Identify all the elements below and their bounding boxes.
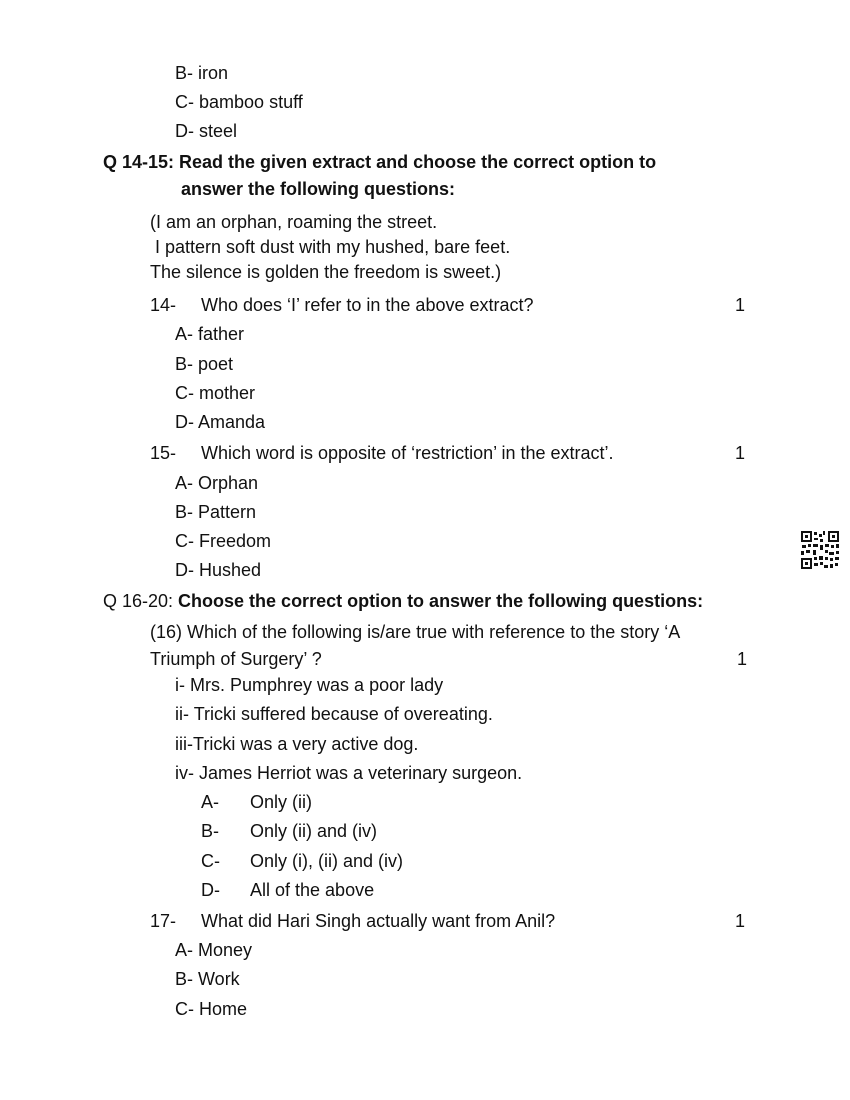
- q16-statement-iii: [175, 733, 418, 755]
- option-text: poet: [198, 354, 234, 374]
- option-text: father: [198, 324, 245, 344]
- q14-text: Who does ‘I’ refer to in the above extract?: [201, 295, 534, 315]
- option-letter: A-: [175, 473, 193, 493]
- section-14-15-heading: Q 14-15: Read the given extract and choose the correct option to: [103, 152, 657, 172]
- section-14-15-heading-cont: answer the following questions:: [181, 179, 456, 199]
- option-letter: B-: [175, 969, 193, 989]
- section-16-20-label: Q 16-20:: [103, 591, 179, 611]
- q16-option-a-letter: A-: [201, 792, 219, 812]
- statement-number: ii-: [175, 704, 189, 724]
- option-text: Freedom: [199, 531, 272, 551]
- option-text: steel: [199, 121, 238, 141]
- q17-option-c: [175, 998, 247, 1020]
- option-text: bamboo stuff: [199, 92, 303, 112]
- option-text: Money: [198, 940, 253, 960]
- option-text: Hushed: [199, 560, 262, 580]
- statement-number: iii-: [175, 734, 193, 754]
- extract-line-1: (I am an orphan, roaming the street.: [150, 212, 438, 232]
- q17-option-b: [175, 968, 240, 990]
- q15-option-a: [175, 472, 258, 494]
- q14-option-d: [175, 411, 265, 433]
- q15-number: 15-: [150, 443, 177, 463]
- option-text: Orphan: [198, 473, 259, 493]
- q16-statement-ii: [175, 703, 493, 725]
- option-letter: C-: [175, 999, 194, 1019]
- option-text: Home: [199, 999, 248, 1019]
- option-text: Pattern: [198, 502, 257, 522]
- q17-number: 17-: [150, 911, 177, 931]
- qr-code-icon: [800, 530, 840, 570]
- q16-option-c-letter: C-: [201, 851, 220, 871]
- q14-option-c: [175, 382, 255, 404]
- q15-option-d: [175, 559, 261, 581]
- option-letter: B-: [175, 502, 193, 522]
- option-text: Amanda: [198, 412, 266, 432]
- q16-option-c-text: Only (i), (ii) and (iv): [250, 851, 404, 871]
- statement-number: i-: [175, 675, 185, 695]
- section-16-20-heading: [103, 590, 703, 612]
- q15-option-c: [175, 530, 271, 552]
- q16-statement-i: [175, 674, 443, 696]
- q16-marks: 1: [737, 649, 748, 669]
- q16-option-d-letter: D-: [201, 880, 220, 900]
- q14-option-a: [175, 323, 244, 345]
- option-text: Work: [198, 969, 240, 989]
- option-letter: C-: [175, 383, 194, 403]
- q17-marks: 1: [735, 911, 746, 931]
- option-letter: A-: [175, 324, 193, 344]
- extract-line-2: I pattern soft dust with my hushed, bare feet.: [150, 237, 511, 257]
- q16-text-line-1: (16) Which of the following is/are true with reference to the story ‘A: [150, 622, 681, 642]
- option-letter: C-: [175, 531, 194, 551]
- q16-option-b-letter: B-: [201, 821, 219, 841]
- statement-number: iv-: [175, 763, 194, 783]
- q14-marks: 1: [735, 295, 746, 315]
- option-letter: D-: [175, 412, 194, 432]
- statement-text: James Herriot was a veterinary surgeon.: [199, 763, 523, 783]
- option-letter: A-: [175, 940, 193, 960]
- q16-text-line-2: Triumph of Surgery’ ?: [150, 649, 322, 669]
- q15-option-b: [175, 501, 256, 523]
- q13-option-b: [175, 62, 228, 84]
- extract-line-3: The silence is golden the freedom is sweet.): [150, 262, 502, 282]
- q16-statement-iv: [175, 762, 522, 784]
- option-letter: C-: [175, 92, 194, 112]
- option-text: mother: [199, 383, 256, 403]
- option-letter: D-: [175, 121, 194, 141]
- statement-text: Tricki was a very active dog.: [193, 734, 419, 754]
- q16-option-b-text: Only (ii) and (iv): [250, 821, 378, 841]
- q13-option-c: [175, 91, 303, 113]
- q16-option-d-text: All of the above: [250, 880, 375, 900]
- option-letter: B-: [175, 63, 193, 83]
- q14-number: 14-: [150, 295, 177, 315]
- q15-marks: 1: [735, 443, 746, 463]
- section-16-20-instruction: Choose the correct option to answer the following questions:: [178, 591, 704, 611]
- q13-option-d: [175, 120, 237, 142]
- statement-text: Mrs. Pumphrey was a poor lady: [190, 675, 444, 695]
- q16-option-a-text: Only (ii): [250, 792, 312, 812]
- option-letter: D-: [175, 560, 194, 580]
- q15-text: Which word is opposite of ‘restriction’ in the extract’.: [201, 443, 614, 463]
- q17-option-a: [175, 939, 252, 961]
- q17-text: What did Hari Singh actually want from Anil?: [201, 911, 556, 931]
- option-text: iron: [198, 63, 229, 83]
- option-letter: B-: [175, 354, 193, 374]
- q14-option-b: [175, 353, 233, 375]
- statement-text: Tricki suffered because of overeating.: [193, 704, 493, 724]
